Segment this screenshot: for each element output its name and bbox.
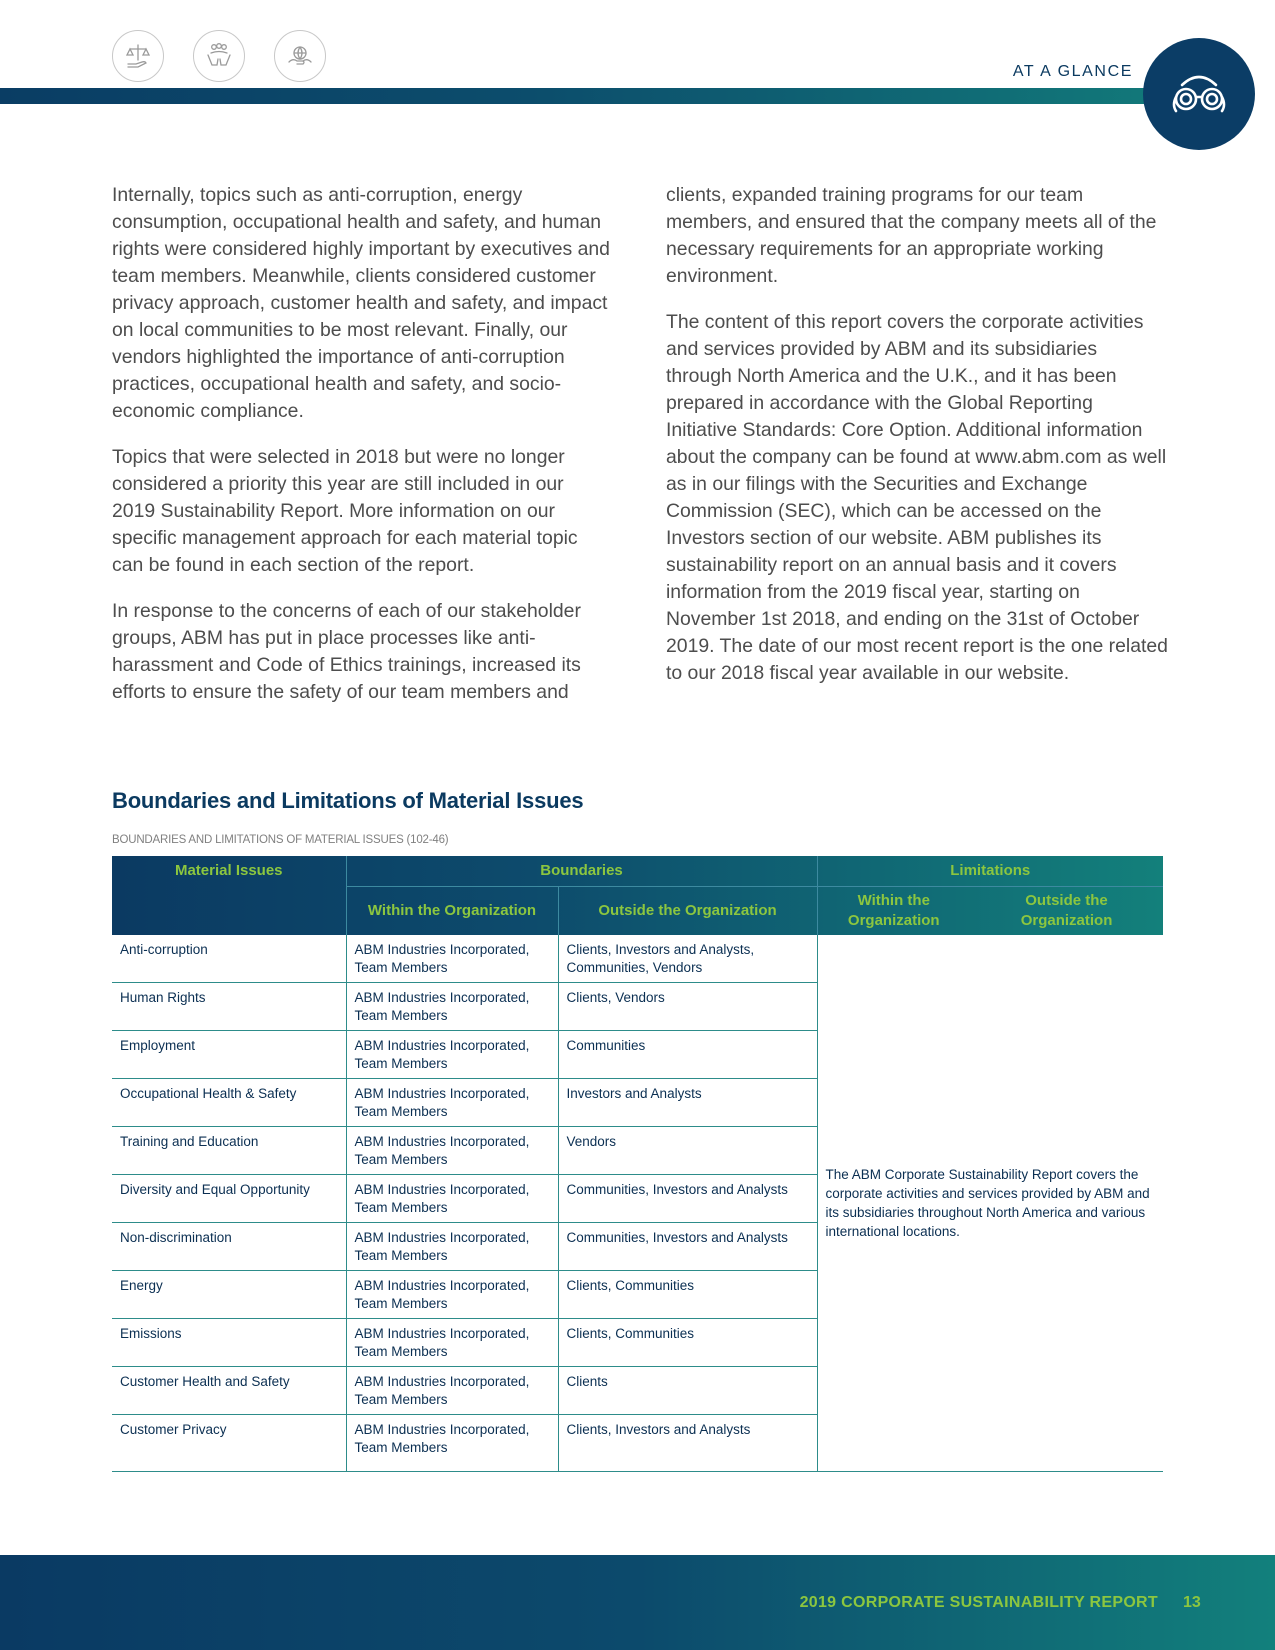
outside-cell: Clients, Vendors — [558, 983, 817, 1031]
outside-cell: Clients, Communities — [558, 1319, 817, 1367]
issue-cell: Energy — [112, 1271, 346, 1319]
issue-cell: Emissions — [112, 1319, 346, 1367]
within-cell: ABM Industries Incorporated, Team Members — [346, 1223, 558, 1271]
issue-cell: Employment — [112, 1031, 346, 1079]
within-cell: ABM Industries Incorporated, Team Members — [346, 1319, 558, 1367]
section-label: AT A GLANCE — [1012, 63, 1133, 80]
page-number: 13 — [1183, 1594, 1201, 1611]
table-caption: BOUNDARIES AND LIMITATIONS OF MATERIAL ISSUES (102-46) — [112, 834, 449, 846]
within-cell: ABM Industries Incorporated, Team Members — [346, 1367, 558, 1415]
header-material-issues: Material Issues — [174, 862, 283, 879]
within-cell: ABM Industries Incorporated, Team Members — [346, 1415, 558, 1472]
outside-cell: Clients, Communities — [558, 1271, 817, 1319]
header-limitations: Limitations — [817, 856, 1163, 887]
outside-cell: Investors and Analysts — [558, 1079, 817, 1127]
table-row — [112, 935, 1163, 983]
footer-report-title: 2019 CORPORATE SUSTAINABILITY REPORT — [799, 1594, 1158, 1611]
within-cell: ABM Industries Incorporated, Team Members — [346, 935, 558, 983]
paragraph: Topics that were selected in 2018 but were no longer considered a priority this year are still included in our 2019 Sustainability Report. More information on our specific management approach for each material topic can be found in each section of the report. — [112, 446, 578, 576]
header-outside-organization: Outside the Organization — [558, 887, 817, 936]
outside-cell: Communities — [558, 1031, 817, 1079]
within-cell: ABM Industries Incorporated, Team Members — [346, 983, 558, 1031]
table-title: Boundaries and Limitations of Material Issues — [112, 788, 584, 813]
within-cell: ABM Industries Incorporated, Team Members — [346, 1127, 558, 1175]
outside-cell: Clients, Investors and Analysts — [558, 1415, 817, 1472]
issue-cell: Diversity and Equal Opportunity — [112, 1175, 346, 1223]
header-within-organization: Within the Organization — [346, 887, 558, 936]
paragraph: In response to the concerns of each of our stakeholder groups, ABM has put in place processes like anti-harassment and Code of Ethics trainings, increased its efforts to ensure the safety of our team members and — [112, 600, 581, 703]
header-boundaries: Boundaries — [346, 856, 817, 887]
within-cell: ABM Industries Incorporated, Team Members — [346, 1079, 558, 1127]
paragraph: The content of this report covers the corporate activities and services provided by ABM and its subsidiaries through North America and the U.K., and it has been prepared in accordance with the Global Reporting Initiative Standards: Core Option. Additional information about the company can be found at www.abm.com as well as in our filings with the Securities and Exchange Commission (SEC), which can be accessed on the Investors section of our website. ABM publishes its sustainability report on an annual basis and it covers information from the 2019 fiscal year, starting on November 1st 2018, and ending on the 31st of October 2019. The date of our most recent report is the one related to our 2018 fiscal year available in our website. — [666, 311, 1168, 684]
issue-cell: Customer Health and Safety — [112, 1367, 346, 1415]
scales-hand-icon — [112, 30, 164, 82]
body-column-right — [666, 182, 1168, 706]
paragraph: clients, expanded training programs for our team members, and ensured that the company meets all of the necessary requirements for an appropriate working environment. — [666, 184, 1157, 287]
hands-people-icon — [193, 30, 245, 82]
limitation-cell: The ABM Corporate Sustainability Report covers the corporate activities and services provided by ABM and its subsidiaries throughout North America and various international locations. — [817, 935, 1163, 1472]
globe-hand-icon — [274, 30, 326, 82]
within-cell: ABM Industries Incorporated, Team Members — [346, 1271, 558, 1319]
header-limitation-within: Within the Organization — [817, 887, 970, 936]
outside-cell: Clients — [558, 1367, 817, 1415]
binoculars-icon — [1162, 57, 1236, 131]
body-column-left — [112, 182, 612, 725]
header-bar — [0, 88, 1180, 104]
paragraph: Internally, topics such as anti-corruption, energy consumption, occupational health and safety, and human rights were considered highly important by executives and team members. Meanwhile, clients considered customer privacy approach, customer health and safety, and impact on local communities to be most relevant. Finally, our vendors highlighted the importance of anti-corruption practices, occupational health and safety, and socio-economic compliance. — [112, 184, 610, 422]
issue-cell: Human Rights — [112, 983, 346, 1031]
issue-cell: Anti-corruption — [112, 935, 346, 983]
outside-cell: Communities, Investors and Analysts — [558, 1223, 817, 1271]
boundaries-table — [112, 856, 1163, 1472]
header-limitation-outside: Outside the Organization — [1020, 892, 1113, 929]
issue-cell: Training and Education — [112, 1127, 346, 1175]
issue-cell: Customer Privacy — [112, 1415, 346, 1472]
issue-cell: Occupational Health & Safety — [112, 1079, 346, 1127]
within-cell: ABM Industries Incorporated, Team Members — [346, 1031, 558, 1079]
outside-cell: Clients, Investors and Analysts, Communities, Vendors — [558, 935, 817, 983]
issue-cell: Non-discrimination — [112, 1223, 346, 1271]
binoculars-badge — [1143, 38, 1255, 150]
outside-cell: Vendors — [558, 1127, 817, 1175]
within-cell: ABM Industries Incorporated, Team Members — [346, 1175, 558, 1223]
outside-cell: Communities, Investors and Analysts — [558, 1175, 817, 1223]
